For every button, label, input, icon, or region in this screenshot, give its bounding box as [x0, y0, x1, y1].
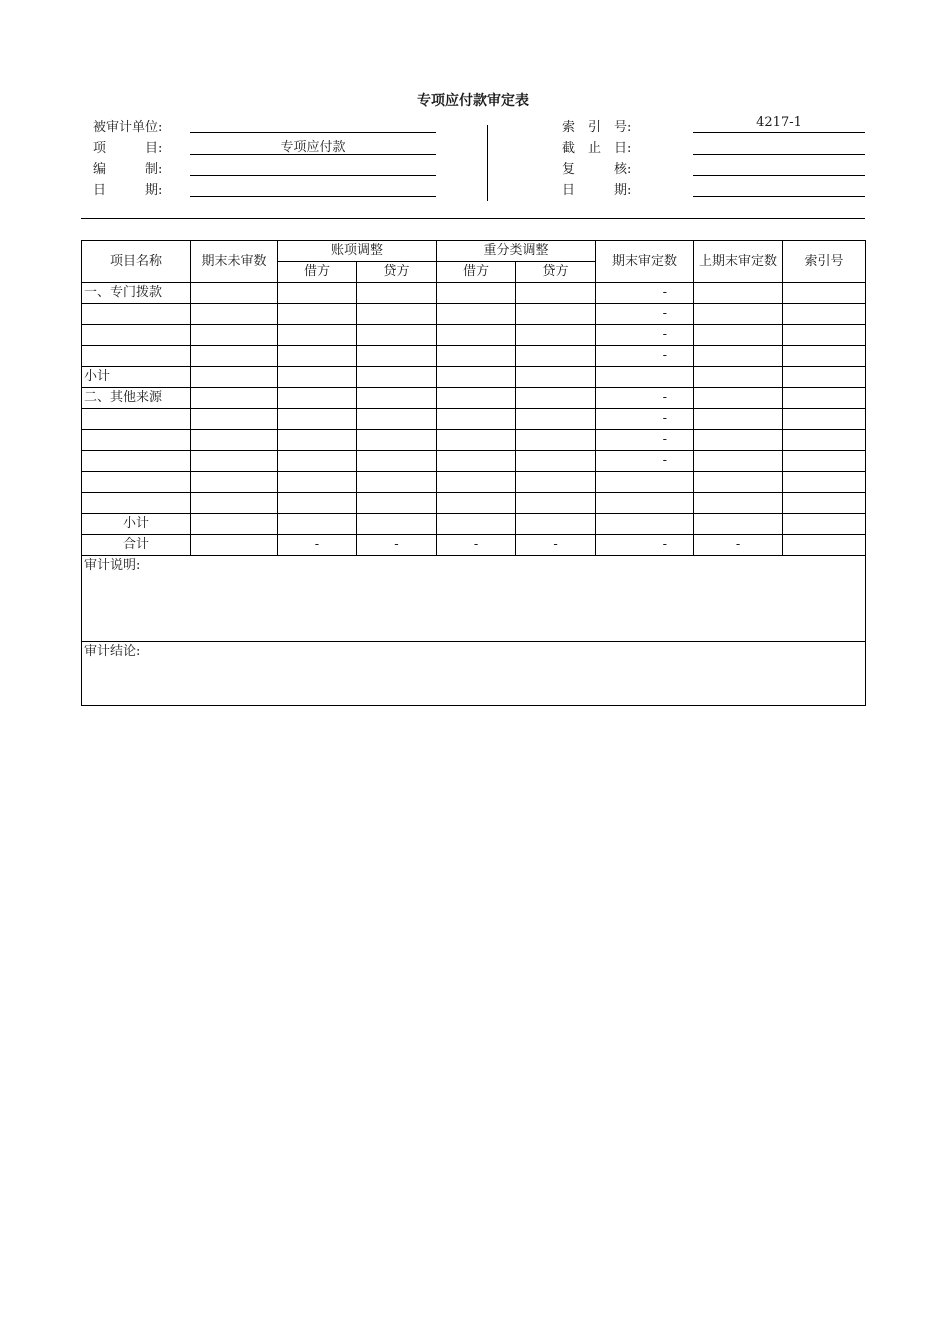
cell-item-name: 小计 [82, 514, 191, 535]
cell-adjust-debit[interactable] [278, 430, 357, 451]
cell-adjust-debit[interactable] [278, 325, 357, 346]
cell-item-name: 二、其他来源 [82, 388, 191, 409]
cell-item-name [82, 325, 191, 346]
index-no-label: 索 引 号: [562, 120, 632, 135]
audit-table [81, 240, 866, 706]
cell-ref[interactable] [783, 325, 866, 346]
index-no-field-line [693, 132, 865, 133]
cell-unaudited[interactable] [191, 283, 278, 304]
cell-audited[interactable] [596, 514, 694, 535]
cell-adjust-credit[interactable] [357, 283, 437, 304]
cell-item-name: 合计 [82, 535, 191, 556]
cell-prior[interactable] [694, 472, 783, 493]
cell-reclass-credit[interactable] [516, 514, 596, 535]
table-row [82, 430, 866, 451]
cell-prior[interactable] [694, 493, 783, 514]
table-row [82, 388, 866, 409]
cell-audited[interactable]: - [596, 346, 694, 367]
table-row [82, 493, 866, 514]
cell-adjust-debit[interactable] [278, 493, 357, 514]
cell-adjust-debit[interactable] [278, 388, 357, 409]
cell-ref[interactable] [783, 304, 866, 325]
cell-prior[interactable] [694, 430, 783, 451]
cell-ref[interactable] [783, 346, 866, 367]
prepared-by-label: 编 制: [93, 162, 163, 177]
audit-conclusion-cell[interactable] [82, 642, 866, 706]
cell-adjust-debit[interactable] [278, 514, 357, 535]
cell-adjust-credit[interactable]: - [357, 535, 437, 556]
cell-prior[interactable] [694, 346, 783, 367]
cell-audited[interactable]: - [596, 409, 694, 430]
col-header-reclass-debit: 借方 [437, 262, 516, 283]
col-header-adjust: 账项调整 [278, 241, 437, 262]
cell-prior[interactable] [694, 325, 783, 346]
table-row [82, 514, 866, 535]
table-row [82, 304, 866, 325]
cell-audited[interactable]: - [596, 325, 694, 346]
cell-adjust-credit[interactable] [357, 409, 437, 430]
cell-reclass-debit[interactable] [437, 430, 516, 451]
table-row [82, 472, 866, 493]
cell-ref[interactable] [783, 451, 866, 472]
cell-adjust-credit[interactable] [357, 304, 437, 325]
cell-adjust-debit[interactable] [278, 409, 357, 430]
cell-reclass-credit[interactable]: - [516, 535, 596, 556]
cell-adjust-debit[interactable] [278, 451, 357, 472]
cell-prior[interactable] [694, 388, 783, 409]
cell-unaudited[interactable] [191, 304, 278, 325]
cell-adjust-credit[interactable] [357, 514, 437, 535]
cell-reclass-debit[interactable] [437, 388, 516, 409]
header-divider [487, 125, 488, 201]
cell-adjust-debit[interactable] [278, 472, 357, 493]
cell-reclass-debit[interactable] [437, 472, 516, 493]
cell-reclass-debit[interactable] [437, 451, 516, 472]
cell-adjust-credit[interactable] [357, 325, 437, 346]
audit-conclusion-label: 审计结论: [84, 644, 141, 659]
cell-item-name [82, 304, 191, 325]
cell-reclass-debit[interactable] [437, 493, 516, 514]
cell-item-name [82, 493, 191, 514]
cell-ref[interactable] [783, 430, 866, 451]
cell-item-name [82, 409, 191, 430]
index-no-field[interactable]: 4217-1 [756, 115, 802, 130]
cell-unaudited[interactable] [191, 409, 278, 430]
cell-reclass-credit[interactable] [516, 325, 596, 346]
cell-unaudited[interactable] [191, 535, 278, 556]
col-header-adjust-credit: 贷方 [357, 262, 437, 283]
cell-adjust-credit[interactable] [357, 388, 437, 409]
cell-adjust-debit[interactable] [278, 367, 357, 388]
cell-ref[interactable] [783, 493, 866, 514]
cell-item-name: 小计 [82, 367, 191, 388]
cell-adjust-credit[interactable] [357, 430, 437, 451]
prepared-by-field-line [190, 175, 436, 176]
cell-unaudited[interactable] [191, 472, 278, 493]
cell-reclass-debit[interactable] [437, 409, 516, 430]
cell-adjust-debit[interactable] [278, 346, 357, 367]
cell-ref[interactable] [783, 388, 866, 409]
col-header-ref: 索引号 [783, 241, 866, 283]
cell-reclass-debit[interactable] [437, 283, 516, 304]
cell-unaudited[interactable] [191, 346, 278, 367]
cell-reclass-debit[interactable] [437, 325, 516, 346]
review-date-field-line [693, 196, 865, 197]
cell-ref[interactable] [783, 409, 866, 430]
cell-reclass-credit[interactable] [516, 283, 596, 304]
cell-adjust-debit[interactable] [278, 304, 357, 325]
col-header-prior: 上期末审定数 [694, 241, 783, 283]
cell-prior[interactable] [694, 283, 783, 304]
cell-audited[interactable]: - [596, 283, 694, 304]
cell-item-name: 一、专门拨款 [82, 283, 191, 304]
review-date-label: 日 期: [562, 183, 632, 198]
cell-unaudited[interactable] [191, 514, 278, 535]
cell-ref[interactable] [783, 535, 866, 556]
reviewer-field-line [693, 175, 865, 176]
cell-audited[interactable]: - [596, 430, 694, 451]
cell-reclass-debit[interactable] [437, 514, 516, 535]
col-header-adjust-debit: 借方 [278, 262, 357, 283]
cell-prior[interactable] [694, 514, 783, 535]
cell-reclass-credit[interactable] [516, 451, 596, 472]
cell-unaudited[interactable] [191, 430, 278, 451]
prepared-date-field-line [190, 196, 436, 197]
cell-audited[interactable]: - [596, 304, 694, 325]
cell-reclass-credit[interactable] [516, 472, 596, 493]
auditee-label: 被审计单位: [93, 120, 163, 135]
cell-reclass-credit[interactable] [516, 304, 596, 325]
cell-reclass-debit[interactable]: - [437, 535, 516, 556]
cell-audited[interactable] [596, 493, 694, 514]
cell-reclass-credit[interactable] [516, 493, 596, 514]
cell-audited[interactable]: - [596, 535, 694, 556]
col-header-reclass: 重分类调整 [437, 241, 596, 262]
table-row [82, 451, 866, 472]
cell-unaudited[interactable] [191, 388, 278, 409]
header-rule [81, 218, 865, 219]
table-row [82, 346, 866, 367]
cell-reclass-debit[interactable] [437, 367, 516, 388]
cell-unaudited[interactable] [191, 367, 278, 388]
table-row [82, 325, 866, 346]
cell-audited[interactable] [596, 472, 694, 493]
cell-ref[interactable] [783, 283, 866, 304]
cell-item-name [82, 451, 191, 472]
cell-item-name [82, 346, 191, 367]
col-header-audited: 期末审定数 [596, 241, 694, 283]
prepared-date-label: 日 期: [93, 183, 163, 198]
cell-ref[interactable] [783, 514, 866, 535]
item-field[interactable]: 专项应付款 [280, 140, 346, 155]
cell-reclass-credit[interactable] [516, 409, 596, 430]
item-label: 项 目: [93, 141, 163, 156]
cell-unaudited[interactable] [191, 493, 278, 514]
cell-reclass-debit[interactable] [437, 304, 516, 325]
cell-prior[interactable] [694, 367, 783, 388]
cell-reclass-credit[interactable] [516, 346, 596, 367]
table-row [82, 535, 866, 556]
cell-audited[interactable]: - [596, 388, 694, 409]
auditee-field-line [190, 132, 436, 133]
audit-note-cell[interactable] [82, 556, 866, 642]
cell-adjust-credit[interactable] [357, 367, 437, 388]
cell-adjust-debit[interactable] [278, 283, 357, 304]
cutoff-date-field-line [693, 154, 865, 155]
cell-reclass-debit[interactable] [437, 346, 516, 367]
table-row [82, 283, 866, 304]
cell-adjust-credit[interactable] [357, 472, 437, 493]
reviewer-label: 复 核: [562, 162, 632, 177]
col-header-name: 项目名称 [82, 241, 191, 283]
cell-reclass-credit[interactable] [516, 367, 596, 388]
table-row [82, 367, 866, 388]
col-header-unaudited: 期末未审数 [191, 241, 278, 283]
cell-ref[interactable] [783, 472, 866, 493]
col-header-reclass-credit: 贷方 [516, 262, 596, 283]
audit-note-label: 审计说明: [84, 558, 141, 573]
cell-adjust-credit[interactable] [357, 451, 437, 472]
cell-item-name [82, 472, 191, 493]
cell-adjust-debit[interactable]: - [278, 535, 357, 556]
page-title: 专项应付款审定表 [417, 93, 529, 109]
cell-adjust-credit[interactable] [357, 493, 437, 514]
cell-adjust-credit[interactable] [357, 346, 437, 367]
cell-item-name [82, 430, 191, 451]
cell-audited[interactable] [596, 367, 694, 388]
table-body [82, 283, 866, 556]
cell-prior[interactable] [694, 304, 783, 325]
cell-reclass-credit[interactable] [516, 388, 596, 409]
table-row [82, 409, 866, 430]
cell-prior[interactable] [694, 409, 783, 430]
cell-unaudited[interactable] [191, 325, 278, 346]
cell-audited[interactable]: - [596, 451, 694, 472]
cutoff-date-label: 截 止 日: [562, 141, 632, 156]
cell-unaudited[interactable] [191, 451, 278, 472]
cell-reclass-credit[interactable] [516, 430, 596, 451]
cell-ref[interactable] [783, 367, 866, 388]
cell-prior[interactable] [694, 451, 783, 472]
cell-prior[interactable]: - [694, 535, 783, 556]
